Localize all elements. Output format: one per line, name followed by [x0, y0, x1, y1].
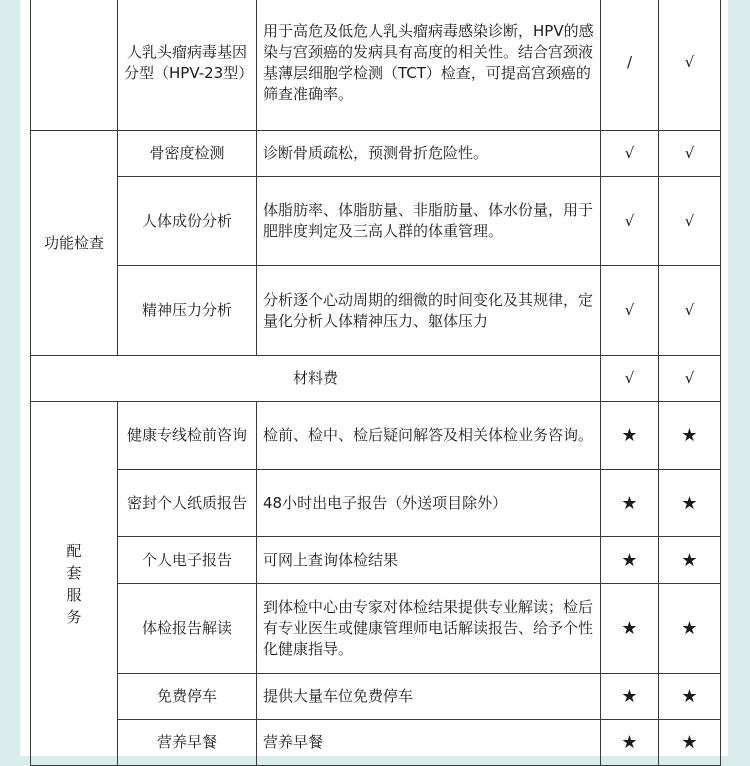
table-row: [31, 0, 721, 131]
item-name: 营养早餐: [118, 720, 257, 766]
package-1-mark: /: [601, 0, 659, 131]
table-row: [31, 470, 721, 537]
table-row: [31, 266, 721, 356]
item-description: 48小时出电子报告（外送项目除外）: [257, 470, 601, 537]
package-1-mark: ★: [601, 584, 659, 674]
category-label: [31, 402, 118, 766]
item-description: 体脂肪率、体脂肪量、非脂肪量、体水份量，用于肥胖度判定及三高人群的体重管理。: [257, 177, 601, 266]
package-2-mark: √: [659, 0, 721, 131]
category-label: 功能检查: [31, 131, 118, 356]
table-panel: [20, 0, 728, 756]
package-1-mark: √: [601, 131, 659, 177]
item-name: 骨密度检测: [118, 131, 257, 177]
item-description: 检前、检中、检后疑问解答及相关体检业务咨询。: [257, 402, 601, 470]
table-row: [31, 537, 721, 584]
package-2-mark: √: [659, 131, 721, 177]
package-2-mark: √: [659, 356, 721, 402]
item-description: 提供大量车位免费停车: [257, 674, 601, 720]
item-name: 人乳头瘤病毒基因分型（HPV-23型）: [118, 0, 257, 131]
item-name: 免费停车: [118, 674, 257, 720]
item-description: 用于高危及低危人乳头瘤病毒感染诊断，HPV的感染与宫颈癌的发病具有高度的相关性。结合宫颈液基薄层细胞学检测（TCT）检查，可提高宫颈癌的筛查准确率。: [257, 0, 601, 131]
package-1-mark: ★: [601, 720, 659, 766]
package-1-mark: √: [601, 177, 659, 266]
package-2-mark: √: [659, 266, 721, 356]
item-name: 个人电子报告: [118, 537, 257, 584]
item-description: 营养早餐: [257, 720, 601, 766]
package-1-mark: ★: [601, 402, 659, 470]
package-1-mark: ★: [601, 674, 659, 720]
table-row: [31, 584, 721, 674]
package-2-mark: ★: [659, 720, 721, 766]
package-2-mark: ★: [659, 584, 721, 674]
table-row: [31, 720, 721, 766]
exam-package-table: [30, 0, 721, 766]
table-row: [31, 177, 721, 266]
item-description: 可网上查询体检结果: [257, 537, 601, 584]
package-2-mark: ★: [659, 470, 721, 537]
package-1-mark: √: [601, 266, 659, 356]
item-name: 体检报告解读: [118, 584, 257, 674]
item-name: 精神压力分析: [118, 266, 257, 356]
item-name: 人体成份分析: [118, 177, 257, 266]
package-1-mark: ★: [601, 537, 659, 584]
item-name: 密封个人纸质报告: [118, 470, 257, 537]
table-row: [31, 402, 721, 470]
item-description: 到体检中心由专家对体检结果提供专业解读；检后有专业医生或健康管理师电话解读报告、给予个性化健康指导。: [257, 584, 601, 674]
item-description: 诊断骨质疏松，预测骨折危险性。: [257, 131, 601, 177]
package-1-mark: √: [601, 356, 659, 402]
item-name: 健康专线检前咨询: [118, 402, 257, 470]
package-1-mark: ★: [601, 470, 659, 537]
table-row: [31, 674, 721, 720]
package-2-mark: ★: [659, 537, 721, 584]
package-2-mark: ★: [659, 674, 721, 720]
category-cell: [31, 0, 118, 131]
materials-fee-label: 材料费: [31, 356, 601, 402]
item-description: 分析逐个心动周期的细微的时间变化及其规律，定量化分析人体精神压力、躯体压力: [257, 266, 601, 356]
package-2-mark: ★: [659, 402, 721, 470]
package-2-mark: √: [659, 177, 721, 266]
table-row: [31, 356, 721, 402]
category-vertical-text: 配 套 服 务: [66, 541, 82, 626]
table-row: [31, 131, 721, 177]
